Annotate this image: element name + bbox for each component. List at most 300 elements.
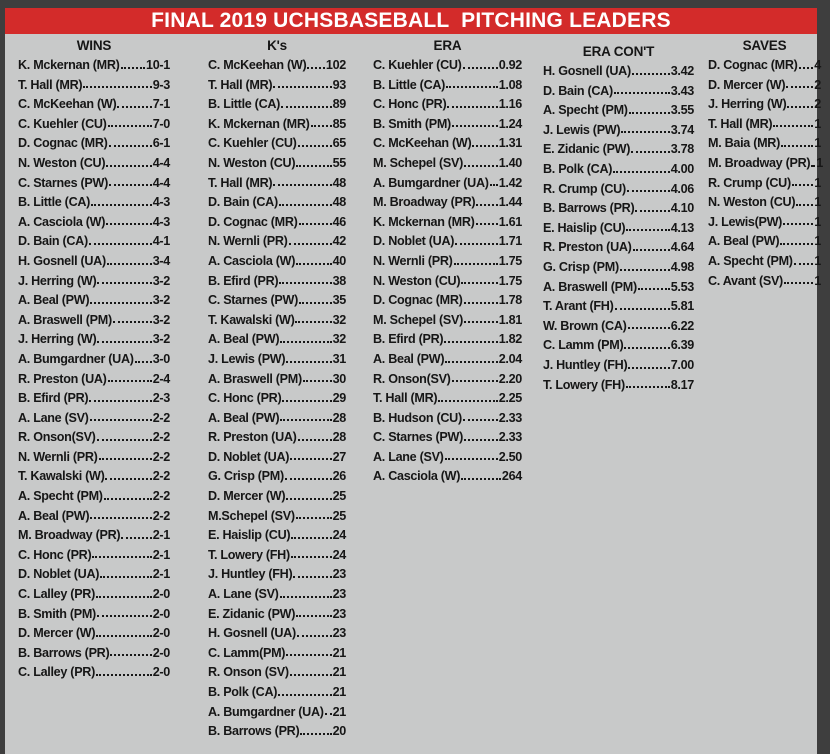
dot-leader: [461, 282, 497, 284]
dot-leader: [311, 125, 332, 127]
dot-leader: [787, 106, 813, 108]
player-name: B. Little (CA): [208, 97, 281, 112]
dot-leader: [97, 615, 152, 617]
title-banner: [5, 8, 817, 34]
player-name: A. Lane (SV): [208, 587, 279, 602]
table-row: [373, 115, 522, 135]
dot-leader: [615, 308, 670, 310]
player-name: D. Noblet (UA): [208, 449, 290, 464]
stat-value: 20: [332, 724, 346, 739]
table-row: [18, 663, 170, 683]
stat-value: 3-4: [152, 253, 170, 268]
table-row: [373, 174, 522, 194]
table-row: [18, 565, 170, 585]
dot-leader: [454, 263, 498, 265]
table-row: [373, 370, 522, 390]
stat-value: 31: [332, 351, 346, 366]
stat-value: 29: [332, 391, 346, 406]
player-name: D. Mercer (W): [708, 77, 786, 92]
dot-leader: [296, 615, 331, 617]
stat-value: 2: [814, 77, 821, 92]
stat-value: 23: [332, 567, 346, 582]
player-name: N. Wernli (PR): [208, 234, 288, 249]
table-row: [373, 428, 522, 448]
dot-leader: [620, 269, 670, 271]
player-name: R. Crump (CU): [708, 175, 791, 190]
stat-value: 24: [332, 528, 346, 543]
stat-value: 1.78: [498, 293, 522, 308]
player-name: B. Efird (PR): [18, 391, 89, 406]
player-name: N. Weston (CU): [708, 195, 796, 210]
table-row: [208, 370, 346, 390]
table-row: [208, 291, 346, 311]
dot-leader: [291, 537, 331, 539]
player-name: C. Honc (PR): [18, 547, 92, 562]
stat-value: 1: [814, 273, 821, 288]
table-row: [543, 356, 694, 376]
column-header: ERA CON'T: [582, 44, 655, 59]
stat-value: 46: [332, 214, 346, 229]
table-row: [208, 722, 346, 742]
player-name: T. Kawalski (W): [208, 312, 295, 327]
player-name: C. Lamm (PM): [543, 338, 624, 353]
dot-leader: [298, 439, 332, 441]
stat-value: 3-0: [152, 351, 170, 366]
player-name: C. Kuehler (CU): [18, 116, 107, 131]
stat-value: 1.16: [498, 97, 522, 112]
player-name: D. Bain (CA): [543, 83, 613, 98]
stat-value: 35: [332, 293, 346, 308]
stat-value: 2-2: [152, 430, 170, 445]
table-row: [373, 330, 522, 350]
player-name: E. Zidanic (PW): [543, 142, 631, 157]
table-row: [708, 252, 821, 272]
player-name: N. Wernli (PR): [373, 253, 453, 268]
column-era: [373, 36, 522, 487]
dot-leader: [273, 86, 331, 88]
dot-leader: [135, 361, 152, 363]
dot-leader: [282, 400, 331, 402]
stat-value: 55: [332, 155, 346, 170]
table-row: [18, 467, 170, 487]
table-row: [208, 350, 346, 370]
dot-leader: [100, 576, 152, 578]
player-name: T. Hall (MR): [708, 116, 773, 131]
table-row: [543, 278, 694, 298]
dot-leader: [121, 537, 151, 539]
player-name: C. Starnes (PW): [208, 293, 298, 308]
dot-leader: [92, 556, 151, 558]
dot-leader: [295, 321, 331, 323]
dot-leader: [97, 341, 151, 343]
column-header: SAVES: [742, 38, 787, 53]
player-name: N. Weston (CU): [373, 273, 461, 288]
player-name: N. Weston (CU): [208, 155, 296, 170]
stat-value: 85: [332, 116, 346, 131]
stat-value: 25: [332, 508, 346, 523]
table-row: [18, 252, 170, 272]
dot-leader: [104, 498, 152, 500]
stat-value: 48: [332, 175, 346, 190]
table-row: [373, 56, 522, 76]
stat-value: 2-2: [152, 469, 170, 484]
player-name: B. Efird (PR): [208, 273, 279, 288]
dot-leader: [621, 131, 669, 133]
stat-value: 4.06: [670, 181, 694, 196]
dot-leader: [91, 204, 152, 206]
stat-value: 28: [332, 410, 346, 425]
player-name: B. Efird (PR): [373, 332, 444, 347]
dot-leader: [614, 92, 670, 94]
dot-leader: [447, 106, 497, 108]
stat-value: 2-1: [152, 528, 170, 543]
stat-value: 4-4: [152, 155, 170, 170]
table-row: [543, 62, 694, 82]
table-row: [18, 546, 170, 566]
stat-value: 23: [332, 606, 346, 621]
dot-leader: [279, 204, 332, 206]
dot-leader: [455, 243, 498, 245]
dot-leader: [784, 282, 813, 284]
dot-leader: [290, 674, 332, 676]
stat-value: 25: [332, 489, 346, 504]
player-name: J. Herring (W): [18, 273, 97, 288]
table-row: [373, 252, 522, 272]
table-row: [208, 213, 346, 233]
stat-value: 7-0: [152, 116, 170, 131]
dot-leader: [303, 380, 332, 382]
column-header: K's: [267, 38, 287, 53]
table-row: [373, 409, 522, 429]
table-row: [18, 350, 170, 370]
table-row: [18, 174, 170, 194]
table-row: [543, 199, 694, 219]
stat-value: 1: [814, 234, 821, 249]
dot-leader: [464, 321, 498, 323]
player-name: A. Beal (PW): [18, 508, 90, 523]
dot-leader: [452, 380, 498, 382]
stat-value: 28: [332, 430, 346, 445]
dot-leader: [627, 190, 670, 192]
table-row: [18, 193, 170, 213]
table-row: [208, 115, 346, 135]
dot-leader: [108, 125, 152, 127]
dot-leader: [83, 86, 151, 88]
player-name: B. Barrows (PR): [543, 201, 635, 216]
stat-value: 3-2: [152, 293, 170, 308]
dot-leader: [445, 361, 497, 363]
stat-value: 4.98: [670, 259, 694, 274]
table-row: [208, 644, 346, 664]
player-name: A. Braswell (PM): [18, 312, 112, 327]
table-row: [208, 703, 346, 723]
dot-leader: [613, 171, 670, 173]
table-row: [543, 121, 694, 141]
dot-leader: [293, 576, 331, 578]
player-name: D. Cognac (MR): [208, 214, 298, 229]
dot-leader: [109, 145, 152, 147]
stat-value: 1.75: [498, 253, 522, 268]
table-row: [18, 95, 170, 115]
dot-leader: [97, 439, 152, 441]
stat-value: 27: [332, 449, 346, 464]
player-name: B. Barrows (PR): [208, 724, 300, 739]
dot-leader: [90, 517, 151, 519]
dot-leader: [296, 263, 331, 265]
stat-value: 1: [814, 253, 821, 268]
dot-leader: [110, 654, 151, 656]
dot-leader: [463, 67, 498, 69]
stat-value: 3-2: [152, 332, 170, 347]
stat-value: 3.55: [670, 103, 694, 118]
column-k-s: [208, 36, 346, 742]
dot-leader: [299, 223, 332, 225]
table-row: [543, 82, 694, 102]
dot-leader: [452, 125, 498, 127]
player-name: J. Lewis (PW): [543, 122, 621, 137]
player-name: B. Little (CA): [18, 195, 91, 210]
stat-value: 4: [814, 58, 821, 72]
player-name: N. Weston (CU): [18, 155, 106, 170]
stat-value: 2-1: [152, 547, 170, 562]
dot-leader: [794, 263, 814, 265]
stat-value: 4-4: [152, 175, 170, 190]
player-name: T. Lowery (FH): [543, 377, 625, 392]
table-row: [208, 663, 346, 683]
player-name: K. Mckernan (MR): [18, 58, 120, 72]
player-name: A. Lane (SV): [373, 449, 444, 464]
table-row: [18, 154, 170, 174]
stat-value: 2.33: [498, 410, 522, 425]
dot-leader: [811, 165, 815, 167]
table-row: [543, 101, 694, 121]
stat-value: 2-2: [152, 489, 170, 504]
stat-value: 2-2: [152, 410, 170, 425]
stat-value: 10-1: [145, 58, 170, 72]
table-row: [208, 330, 346, 350]
table-row: [208, 252, 346, 272]
stat-value: 4.13: [670, 220, 694, 235]
stat-value: 89: [332, 97, 346, 112]
player-name: C. McKeehan (W): [18, 97, 117, 112]
column-header: WINS: [76, 38, 112, 53]
player-name: E. Haislip (CU): [208, 528, 291, 543]
table-row: [208, 565, 346, 585]
stat-value: 9-3: [152, 77, 170, 92]
table-row: [18, 272, 170, 292]
dot-leader: [299, 302, 332, 304]
table-row: [543, 180, 694, 200]
stat-value: 1.44: [498, 195, 522, 210]
table-row: [208, 467, 346, 487]
stat-value: 93: [332, 77, 346, 92]
table-row: [208, 95, 346, 115]
table-row: [373, 232, 522, 252]
stat-value: 1: [814, 195, 821, 210]
dot-leader: [296, 517, 332, 519]
stat-value: 3.43: [670, 83, 694, 98]
player-name: D. Cognac (MR): [18, 136, 108, 151]
table-row: [373, 213, 522, 233]
dot-leader: [635, 210, 669, 212]
stat-value: 1.24: [498, 116, 522, 131]
dot-leader: [108, 380, 152, 382]
dot-leader: [296, 165, 331, 167]
table-row: [208, 174, 346, 194]
stat-value: 26: [332, 469, 346, 484]
table-row: [208, 311, 346, 331]
table-row: [543, 317, 694, 337]
stat-value: 2-4: [152, 371, 170, 386]
stat-value: 2-0: [152, 606, 170, 621]
stat-value: 0.92: [498, 58, 522, 72]
player-name: M. Broadway (PR): [708, 155, 811, 170]
player-name: A. Braswell (PM): [208, 371, 302, 386]
player-name: D. Bain (CA): [208, 195, 278, 210]
player-name: T. Arant (FH): [543, 299, 614, 314]
table-row: [708, 95, 821, 115]
player-name: G. Crisp (PM): [543, 259, 619, 274]
player-name: M. Schepel (SV): [373, 312, 463, 327]
table-row: [373, 76, 522, 96]
dot-leader: [273, 184, 331, 186]
stat-value: 3.78: [670, 142, 694, 157]
player-name: J. Herring (W): [18, 332, 97, 347]
player-name: J. Lewis(PW): [708, 214, 783, 229]
stat-value: 2-0: [152, 587, 170, 602]
stat-value: 1: [814, 116, 821, 131]
stat-value: 4.10: [670, 201, 694, 216]
player-name: C. Honc (PR): [373, 97, 447, 112]
dot-leader: [121, 67, 145, 69]
stat-value: 48: [332, 195, 346, 210]
dot-leader: [786, 86, 813, 88]
dot-leader: [278, 694, 331, 696]
dot-leader: [300, 733, 331, 735]
table-row: [18, 507, 170, 527]
stat-value: 2.04: [498, 351, 522, 366]
dot-leader: [463, 419, 498, 421]
stat-value: 2-0: [152, 645, 170, 660]
stat-value: 2.50: [498, 449, 522, 464]
stat-value: 23: [332, 587, 346, 602]
dot-leader: [773, 125, 813, 127]
stat-value: 24: [332, 547, 346, 562]
table-row: [708, 213, 821, 233]
column-header: ERA: [433, 38, 462, 53]
table-row: [708, 115, 821, 135]
player-name: A. Specht (PM): [708, 253, 793, 268]
player-name: C. Starnes (PW): [18, 175, 108, 190]
player-name: D. Cognac (MR): [708, 58, 798, 72]
dot-leader: [89, 243, 152, 245]
player-name: T. Hall (MR): [18, 77, 83, 92]
table-row: [708, 232, 821, 252]
player-name: R. Onson(SV): [373, 371, 451, 386]
stat-value: 5.53: [670, 279, 694, 294]
dot-leader: [286, 654, 331, 656]
player-name: C. Starnes (PW): [373, 430, 463, 445]
dot-leader: [633, 249, 670, 251]
table-row: [373, 134, 522, 154]
stat-value: 8.17: [670, 377, 694, 392]
dot-leader: [298, 145, 332, 147]
player-name: A. Beal (PW): [208, 332, 280, 347]
dot-leader: [628, 327, 670, 329]
stat-value: 2: [814, 97, 821, 112]
dot-leader: [476, 223, 498, 225]
player-name: M. Baia (MR): [708, 136, 780, 151]
player-name: A. Bumgardner (UA): [208, 704, 324, 719]
dot-leader: [96, 596, 152, 598]
player-name: D. Noblet (UA): [373, 234, 455, 249]
table-row: [18, 644, 170, 664]
player-name: A. Beal (PW): [18, 293, 90, 308]
dot-leader: [799, 67, 814, 69]
table-row: [373, 95, 522, 115]
table-row: [208, 389, 346, 409]
player-name: C. Kuehler (CU): [208, 136, 297, 151]
player-name: C. Lalley (PR): [18, 665, 95, 680]
stat-value: 40: [332, 253, 346, 268]
table-row: [543, 258, 694, 278]
player-name: C. McKeehan (W): [208, 58, 307, 72]
table-row: [543, 376, 694, 396]
table-row: [18, 448, 170, 468]
table-row: [18, 428, 170, 448]
dot-leader: [624, 347, 669, 349]
player-name: D. Noblet (UA): [18, 567, 100, 582]
player-name: J. Herring (W): [708, 97, 787, 112]
stat-value: 1.61: [498, 214, 522, 229]
dot-leader: [280, 341, 331, 343]
table-row: [708, 76, 821, 96]
table-row: [208, 526, 346, 546]
player-name: A. Casciola (W): [373, 469, 461, 484]
stat-value: 21: [332, 645, 346, 660]
dot-leader: [490, 184, 498, 186]
stat-value: 2-2: [152, 449, 170, 464]
dot-leader: [117, 106, 151, 108]
player-name: A. Beal (PW): [373, 351, 445, 366]
dot-leader: [628, 367, 669, 369]
stat-value: 42: [332, 234, 346, 249]
dot-leader: [286, 361, 331, 363]
table-row: [543, 219, 694, 239]
stat-value: 1.75: [498, 273, 522, 288]
player-name: J. Huntley (FH): [208, 567, 293, 582]
player-name: B. Polk (CA): [208, 685, 278, 699]
dot-leader: [444, 341, 497, 343]
dot-leader: [106, 223, 152, 225]
table-row: [18, 115, 170, 135]
stat-value: 7-1: [152, 97, 170, 112]
table-row: [18, 370, 170, 390]
dot-leader: [90, 419, 152, 421]
table-row: [208, 448, 346, 468]
stat-value: 1: [814, 175, 821, 190]
dot-leader: [99, 458, 152, 460]
player-name: G. Crisp (PM): [208, 469, 284, 484]
table-row: [18, 291, 170, 311]
player-name: C. Honc (PR): [208, 391, 282, 406]
stat-value: 1.08: [498, 77, 522, 92]
table-row: [18, 213, 170, 233]
dot-leader: [781, 145, 813, 147]
player-name: E. Zidanic (PW): [208, 606, 296, 621]
table-row: [208, 624, 346, 644]
player-name: T. Hall (MR): [208, 175, 273, 190]
